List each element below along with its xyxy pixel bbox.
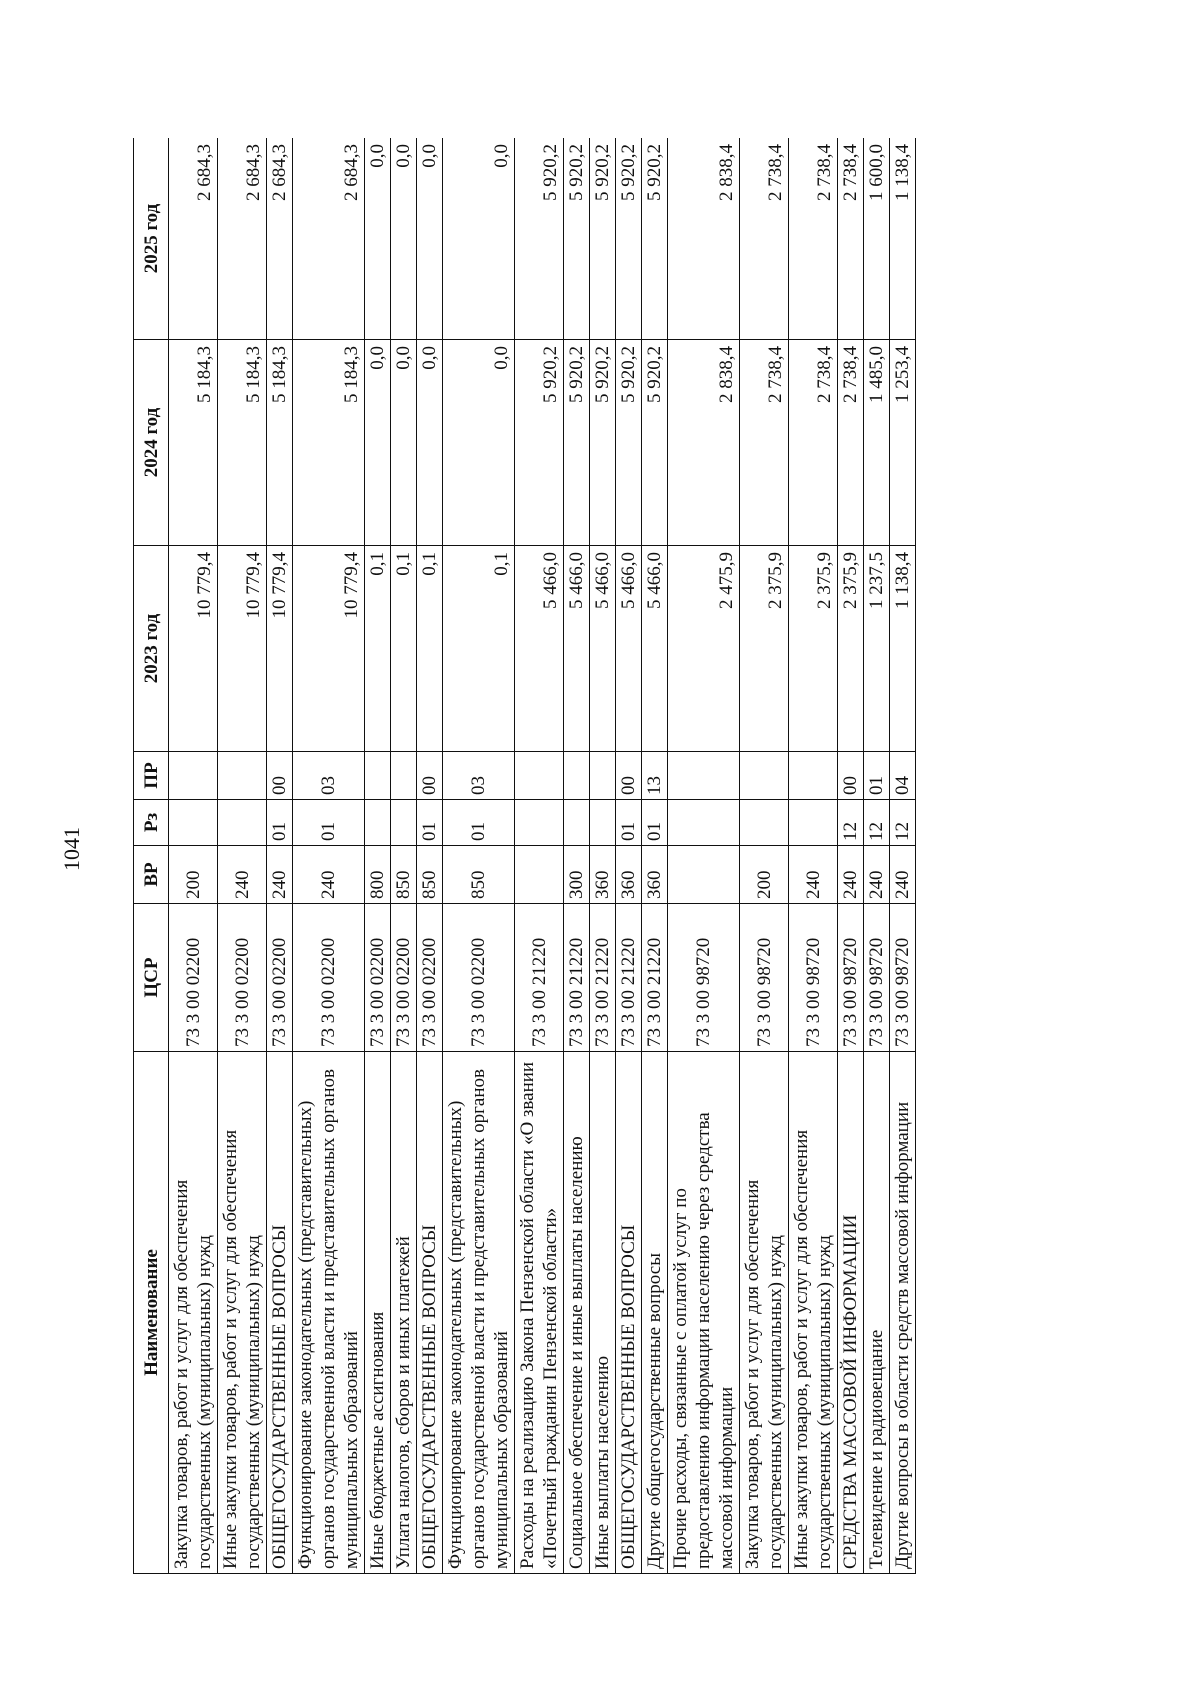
cell-pr	[391, 752, 417, 800]
cell-pr: 00	[417, 752, 443, 800]
table-row	[740, 138, 789, 1574]
header-pr: ПР	[134, 752, 169, 800]
cell-rz	[740, 800, 789, 846]
cell-pr	[218, 752, 267, 800]
cell-vr: 850	[391, 846, 417, 904]
table-row	[169, 138, 218, 1574]
cell-2023: 2 375,9	[740, 546, 789, 752]
header-2023: 2023 год	[134, 546, 169, 752]
cell-rz	[218, 800, 267, 846]
cell-2024: 0,0	[365, 340, 391, 546]
cell-2024: 2 738,4	[740, 340, 789, 546]
header-2024: 2024 год	[134, 340, 169, 546]
cell-2025: 0,0	[391, 138, 417, 340]
cell-2024: 5 920,2	[642, 340, 668, 546]
cell-2023: 10 779,4	[218, 546, 267, 752]
cell-pr: 00	[616, 752, 642, 800]
cell-pr: 00	[267, 752, 293, 800]
cell-2025: 1 138,4	[890, 138, 916, 340]
cell-vr: 240	[218, 846, 267, 904]
table-row	[365, 138, 391, 1574]
cell-vr	[515, 846, 564, 904]
table-row	[668, 138, 740, 1574]
cell-name: Телевидение и радиовещание	[864, 1052, 890, 1574]
cell-csr: 73 3 00 98720	[789, 904, 838, 1052]
cell-2025: 0,0	[417, 138, 443, 340]
cell-2025: 2 738,4	[838, 138, 864, 340]
cell-2024: 1 253,4	[890, 340, 916, 546]
cell-rz	[365, 800, 391, 846]
cell-2024: 0,0	[417, 340, 443, 546]
cell-2023: 5 466,0	[564, 546, 590, 752]
cell-csr: 73 3 00 02200	[293, 904, 365, 1052]
cell-2025: 2 838,4	[668, 138, 740, 340]
cell-vr	[668, 846, 740, 904]
cell-rz	[515, 800, 564, 846]
cell-2024: 5 920,2	[590, 340, 616, 546]
cell-2023: 10 779,4	[293, 546, 365, 752]
cell-csr: 73 3 00 98720	[864, 904, 890, 1052]
cell-pr	[564, 752, 590, 800]
table-header-row	[134, 138, 169, 1574]
cell-2025: 5 920,2	[590, 138, 616, 340]
cell-2024: 5 184,3	[169, 340, 218, 546]
cell-csr: 73 3 00 98720	[740, 904, 789, 1052]
cell-csr: 73 3 00 98720	[838, 904, 864, 1052]
cell-vr: 850	[417, 846, 443, 904]
cell-name: Функционирование законодательных (представительных) органов государственной власти и представительных органов муниципальных образований	[293, 1052, 365, 1574]
cell-csr: 73 3 00 21220	[590, 904, 616, 1052]
cell-name: Закупка товаров, работ и услуг для обеспечения государственных (муниципальных) нужд	[169, 1052, 218, 1574]
cell-rz: 01	[267, 800, 293, 846]
cell-name: ОБЩЕГОСУДАРСТВЕННЫЕ ВОПРОСЫ	[267, 1052, 293, 1574]
table-row	[642, 138, 668, 1574]
cell-2025: 2 684,3	[218, 138, 267, 340]
cell-csr: 73 3 00 02200	[169, 904, 218, 1052]
cell-rz: 01	[642, 800, 668, 846]
page-number: 1041	[59, 827, 84, 871]
cell-vr: 240	[838, 846, 864, 904]
cell-name: Иные закупки товаров, работ и услуг для обеспечения государственных (муниципальных) нужд	[789, 1052, 838, 1574]
table-row	[391, 138, 417, 1574]
cell-csr: 73 3 00 02200	[218, 904, 267, 1052]
cell-2025: 2 684,3	[293, 138, 365, 340]
cell-rz: 01	[616, 800, 642, 846]
cell-2025: 2 738,4	[740, 138, 789, 340]
rotated-table-frame	[133, 138, 1047, 1574]
table-row	[564, 138, 590, 1574]
cell-vr: 240	[789, 846, 838, 904]
cell-2025: 5 920,2	[616, 138, 642, 340]
cell-2024: 0,0	[391, 340, 417, 546]
cell-pr	[668, 752, 740, 800]
cell-vr: 240	[293, 846, 365, 904]
cell-pr	[789, 752, 838, 800]
table-row	[267, 138, 293, 1574]
cell-2023: 0,1	[391, 546, 417, 752]
cell-csr: 73 3 00 21220	[616, 904, 642, 1052]
cell-2023: 0,1	[417, 546, 443, 752]
cell-2023: 5 466,0	[590, 546, 616, 752]
cell-2024: 5 920,2	[616, 340, 642, 546]
cell-name: Прочие расходы, связанные с оплатой услуг по предоставлению информации населению через средства массовой информации	[668, 1052, 740, 1574]
cell-name: Социальное обеспечение и иные выплаты населению	[564, 1052, 590, 1574]
table-row	[515, 138, 564, 1574]
cell-vr: 240	[267, 846, 293, 904]
cell-csr: 73 3 00 02200	[267, 904, 293, 1052]
cell-name: Иные выплаты населению	[590, 1052, 616, 1574]
cell-pr	[515, 752, 564, 800]
cell-2025: 5 920,2	[515, 138, 564, 340]
cell-vr: 240	[890, 846, 916, 904]
table-row	[417, 138, 443, 1574]
table-row	[838, 138, 864, 1574]
cell-pr	[740, 752, 789, 800]
cell-2025: 2 684,3	[267, 138, 293, 340]
cell-rz	[789, 800, 838, 846]
cell-2024: 5 184,3	[267, 340, 293, 546]
cell-name: Иные бюджетные ассигнования	[365, 1052, 391, 1574]
table-row	[789, 138, 838, 1574]
cell-2024: 5 184,3	[218, 340, 267, 546]
cell-pr	[169, 752, 218, 800]
budget-table	[133, 138, 916, 1574]
cell-rz: 01	[417, 800, 443, 846]
cell-2023: 0,1	[443, 546, 515, 752]
cell-name: ОБЩЕГОСУДАРСТВЕННЫЕ ВОПРОСЫ	[417, 1052, 443, 1574]
header-name: Наименование	[134, 1052, 169, 1574]
cell-2023: 10 779,4	[267, 546, 293, 752]
cell-2025: 2 684,3	[169, 138, 218, 340]
cell-vr: 200	[740, 846, 789, 904]
cell-rz	[590, 800, 616, 846]
cell-pr	[365, 752, 391, 800]
header-vr: ВР	[134, 846, 169, 904]
header-csr: ЦСР	[134, 904, 169, 1052]
table-row	[864, 138, 890, 1574]
cell-rz: 01	[443, 800, 515, 846]
cell-vr: 300	[564, 846, 590, 904]
table-row	[890, 138, 916, 1574]
cell-pr: 13	[642, 752, 668, 800]
cell-2024: 2 838,4	[668, 340, 740, 546]
cell-rz: 12	[838, 800, 864, 846]
cell-name: Иные закупки товаров, работ и услуг для обеспечения государственных (муниципальных) нужд	[218, 1052, 267, 1574]
cell-csr: 73 3 00 02200	[391, 904, 417, 1052]
cell-2023: 5 466,0	[616, 546, 642, 752]
cell-rz	[391, 800, 417, 846]
cell-pr: 03	[443, 752, 515, 800]
cell-2025: 0,0	[443, 138, 515, 340]
cell-name: Расходы на реализацию Закона Пензенской области «О звании «Почетный гражданин Пензенской области»	[515, 1052, 564, 1574]
cell-csr: 73 3 00 21220	[515, 904, 564, 1052]
cell-2025: 0,0	[365, 138, 391, 340]
cell-vr: 240	[864, 846, 890, 904]
cell-vr: 850	[443, 846, 515, 904]
cell-csr: 73 3 00 02200	[365, 904, 391, 1052]
cell-2023: 1 237,5	[864, 546, 890, 752]
cell-rz	[169, 800, 218, 846]
table-row	[218, 138, 267, 1574]
cell-2024: 5 920,2	[515, 340, 564, 546]
cell-2023: 5 466,0	[642, 546, 668, 752]
cell-2023: 2 475,9	[668, 546, 740, 752]
cell-2023: 2 375,9	[789, 546, 838, 752]
cell-vr: 360	[590, 846, 616, 904]
cell-csr: 73 3 00 21220	[642, 904, 668, 1052]
cell-2025: 5 920,2	[564, 138, 590, 340]
cell-2025: 2 738,4	[789, 138, 838, 340]
cell-pr: 04	[890, 752, 916, 800]
cell-name: СРЕДСТВА МАССОВОЙ ИНФОРМАЦИИ	[838, 1052, 864, 1574]
cell-2024: 5 184,3	[293, 340, 365, 546]
cell-2023: 0,1	[365, 546, 391, 752]
table-row	[443, 138, 515, 1574]
cell-pr: 01	[864, 752, 890, 800]
cell-csr: 73 3 00 02200	[443, 904, 515, 1052]
cell-name: Уплата налогов, сборов и иных платежей	[391, 1052, 417, 1574]
cell-2023: 5 466,0	[515, 546, 564, 752]
cell-pr	[590, 752, 616, 800]
cell-2025: 5 920,2	[642, 138, 668, 340]
table-row	[616, 138, 642, 1574]
cell-2024: 1 485,0	[864, 340, 890, 546]
cell-name: ОБЩЕГОСУДАРСТВЕННЫЕ ВОПРОСЫ	[616, 1052, 642, 1574]
cell-2025: 1 600,0	[864, 138, 890, 340]
cell-rz	[668, 800, 740, 846]
cell-vr: 200	[169, 846, 218, 904]
cell-2023: 2 375,9	[838, 546, 864, 752]
cell-vr: 800	[365, 846, 391, 904]
cell-vr: 360	[616, 846, 642, 904]
cell-name: Закупка товаров, работ и услуг для обеспечения государственных (муниципальных) нужд	[740, 1052, 789, 1574]
cell-name: Другие вопросы в области средств массовой информации	[890, 1052, 916, 1574]
cell-2024: 5 920,2	[564, 340, 590, 546]
cell-csr: 73 3 00 98720	[890, 904, 916, 1052]
cell-pr: 03	[293, 752, 365, 800]
cell-csr: 73 3 00 21220	[564, 904, 590, 1052]
table-body	[169, 138, 916, 1574]
table-row	[293, 138, 365, 1574]
cell-2023: 1 138,4	[890, 546, 916, 752]
cell-csr: 73 3 00 98720	[668, 904, 740, 1052]
cell-csr: 73 3 00 02200	[417, 904, 443, 1052]
cell-rz: 01	[293, 800, 365, 846]
cell-pr: 00	[838, 752, 864, 800]
cell-name: Другие общегосударственные вопросы	[642, 1052, 668, 1574]
header-2025: 2025 год	[134, 138, 169, 340]
cell-vr: 360	[642, 846, 668, 904]
cell-2024: 0,0	[443, 340, 515, 546]
header-rz: Рз	[134, 800, 169, 846]
cell-2023: 10 779,4	[169, 546, 218, 752]
cell-rz	[564, 800, 590, 846]
cell-name: Функционирование законодательных (представительных) органов государственной власти и представительных органов муниципальных образований	[443, 1052, 515, 1574]
rotated-table-container	[133, 138, 1047, 1574]
cell-rz: 12	[890, 800, 916, 846]
table-row	[590, 138, 616, 1574]
cell-2024: 2 738,4	[789, 340, 838, 546]
cell-rz: 12	[864, 800, 890, 846]
cell-2024: 2 738,4	[838, 340, 864, 546]
